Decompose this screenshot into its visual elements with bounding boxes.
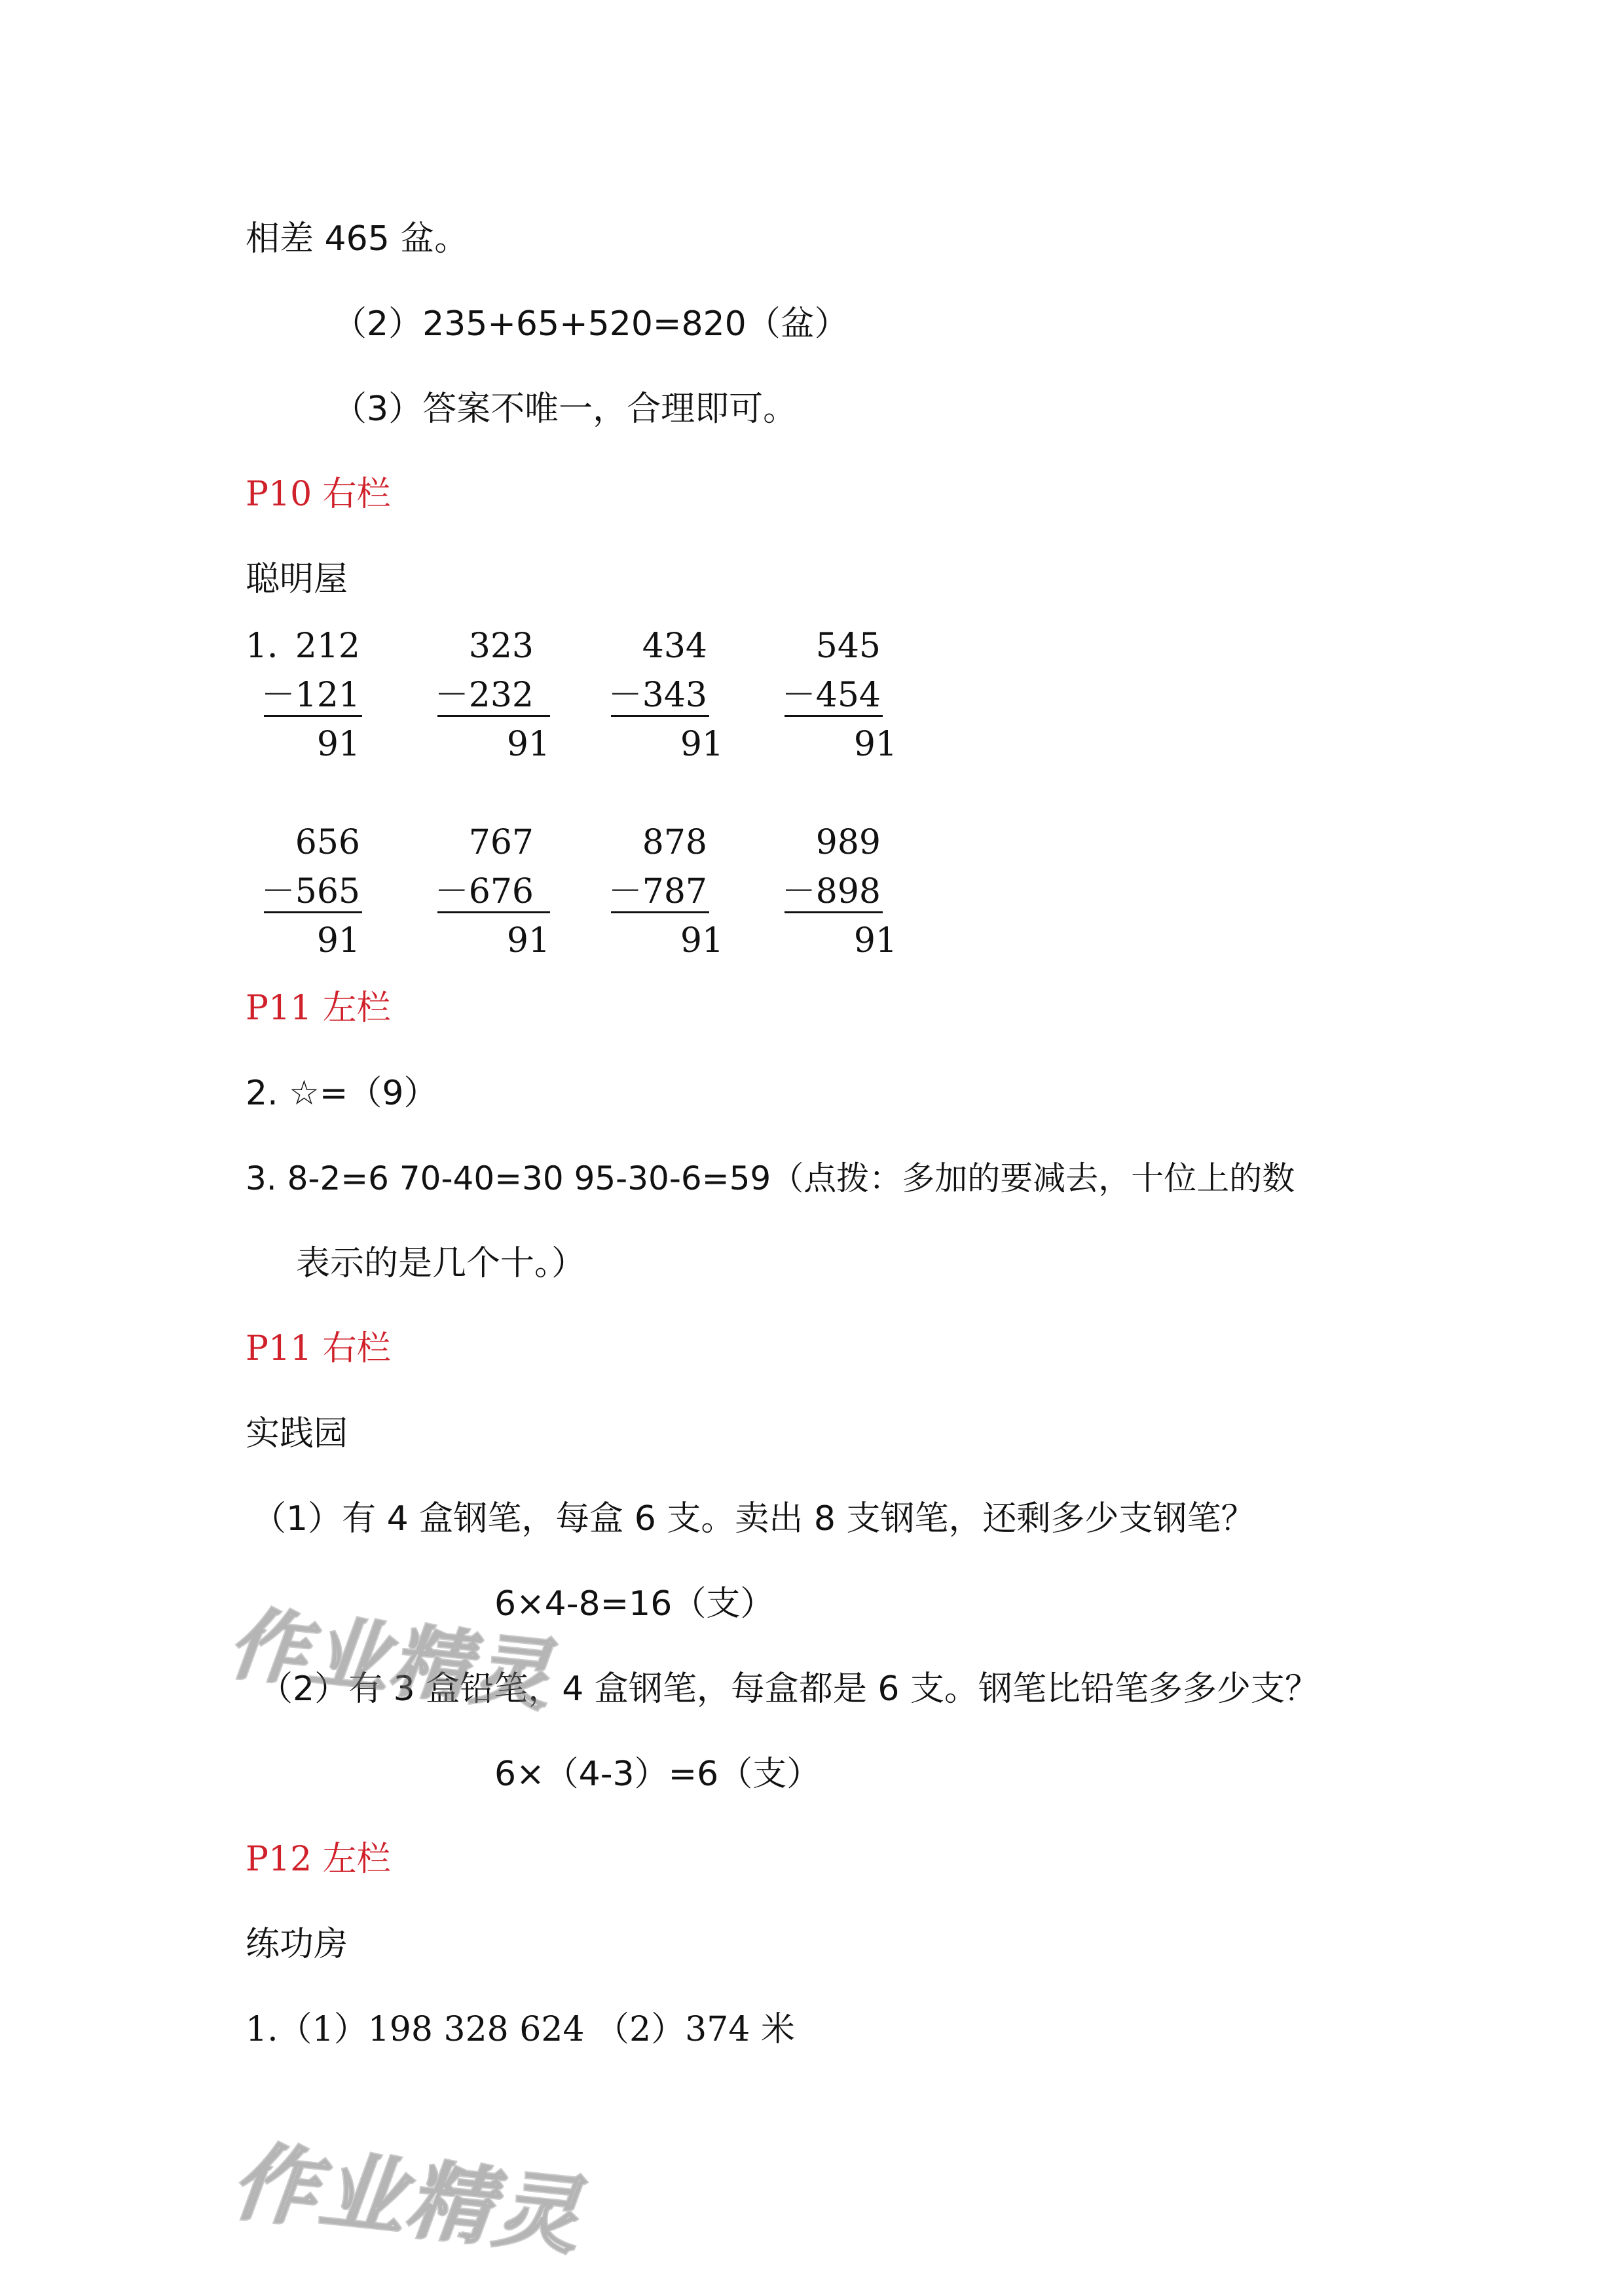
subtrahend: －232 [434,676,534,715]
subtrahend: －121 [261,676,360,715]
underline [784,911,883,913]
difference: 91 [506,921,550,960]
section-heading: P11 左栏 [246,989,391,1028]
underline [784,715,883,717]
text-line: 相差 465 盆。 [246,219,469,259]
text-line: 2. ☆=（9） [246,1074,438,1113]
minuend: 434 [642,627,707,666]
answer-line: 6×4-8=16（支） [494,1584,775,1624]
difference: 91 [316,725,360,764]
subtrahend: －676 [434,872,534,911]
subtrahend: －787 [608,872,707,911]
text-line: （3）答案不唯一，合理即可。 [333,390,798,429]
watermark: 作业精灵 [224,1598,557,1723]
minuend: 767 [468,823,534,862]
section-heading: P12 左栏 [246,1840,391,1879]
subtrahend: －343 [608,676,707,715]
difference: 91 [853,921,897,960]
difference: 91 [316,921,360,960]
text-line: 1.（1）198 328 624 （2）374 米 [246,2010,795,2049]
section-heading: P11 右栏 [246,1329,391,1368]
minuend: 212 [295,627,360,666]
subtrahend: －565 [261,872,360,911]
underline [611,715,709,717]
subsection-title: 练功房 [246,1925,348,1964]
question-number: 1． [246,627,302,666]
minuend: 545 [815,627,881,666]
text-line: （1）有 4 盒钢笔，每盒 6 支。卖出 8 支钢笔，还剩多少支钢笔？ [252,1499,1255,1539]
difference: 91 [680,921,724,960]
answer-line: 6×（4-3）=6（支） [494,1755,821,1794]
text-line: 表示的是几个十。） [296,1244,586,1283]
subsection-title: 聪明屋 [246,560,348,599]
text-line: 3. 8-2=6 70-40=30 95-30-6=59（点拨：多加的要减去，十位上的数 [246,1159,1295,1197]
minuend: 989 [815,823,881,862]
difference: 91 [853,725,897,764]
difference: 91 [506,725,550,764]
subtrahend: －898 [781,872,881,911]
underline [611,911,709,913]
difference: 91 [680,725,724,764]
underline [437,715,550,717]
text-line: （2）235+65+520=820（盆） [333,304,849,344]
subtrahend: －454 [781,676,881,715]
underline [437,911,550,913]
minuend: 656 [295,823,360,862]
subsection-title: 实践园 [246,1414,348,1453]
minuend: 323 [468,627,534,666]
underline [264,911,362,913]
watermark: 作业精灵 [227,2131,587,2267]
section-heading: P10 右栏 [246,475,391,514]
text-line: （2）有 3 盒铅笔，4 盒钢笔，每盒都是 6 支。钢笔比铅笔多多少支？ [259,1669,1319,1709]
underline [264,715,362,717]
minuend: 878 [642,823,707,862]
